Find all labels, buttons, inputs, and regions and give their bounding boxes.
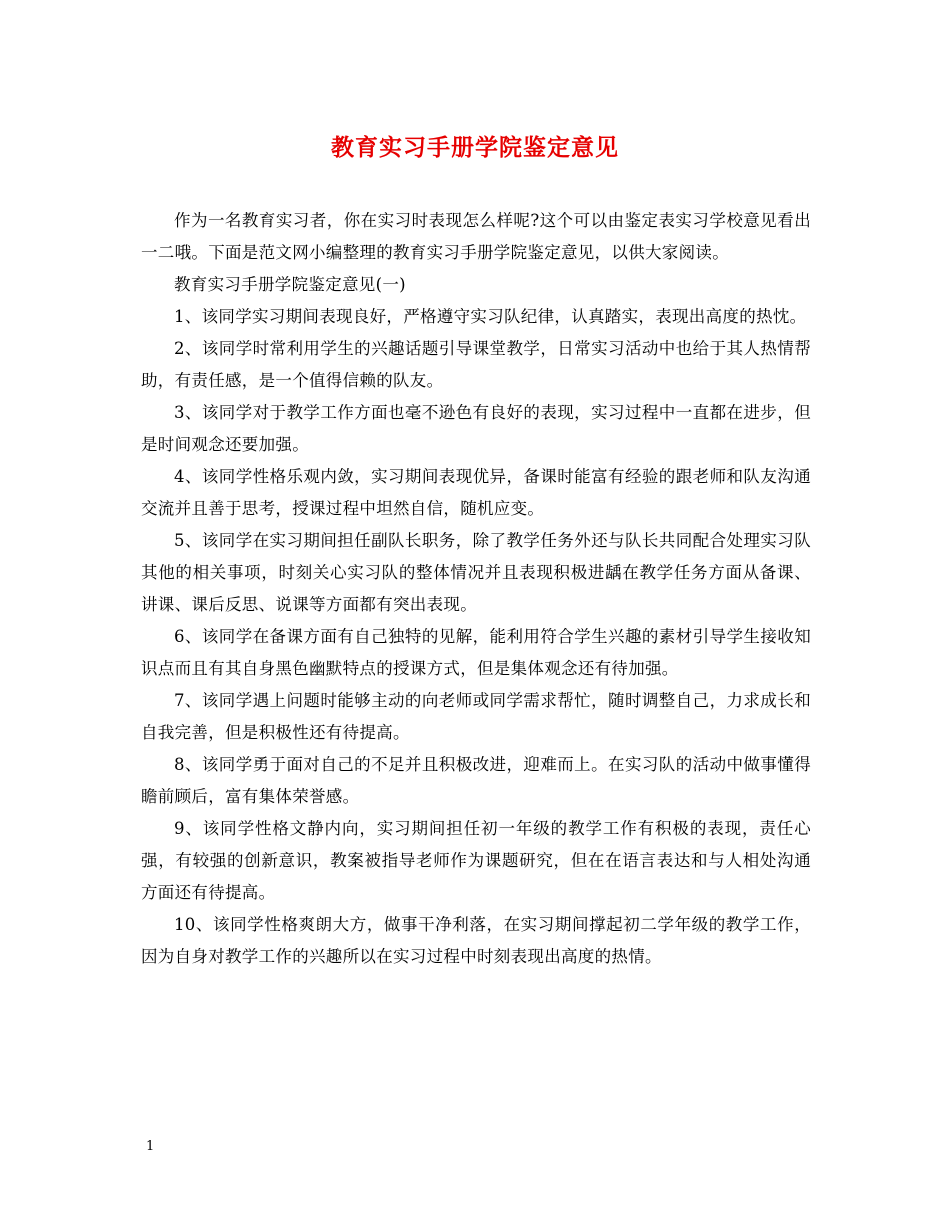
list-item-4: 4、该同学性格乐观内敛，实习期间表现优异，备课时能富有经验的跟老师和队友沟通交流并且善于思考，授课过程中坦然自信，随机应变。 [141, 467, 811, 518]
list-item-2: 2、该同学时常利用学生的兴趣话题引导课堂教学，日常实习活动中也给于其人热情帮助，有责任感，是一个值得信赖的队友。 [141, 339, 811, 390]
section-heading: 教育实习手册学院鉴定意见(一) [174, 275, 406, 294]
document-body [141, 205, 811, 973]
list-item-10: 10、该同学性格爽朗大方，做事干净利落，在实习期间撑起初二学年级的教学工作，因为自身对教学工作的兴趣所以在实习过程中时刻表现出高度的热情。 [141, 915, 811, 966]
list-item-7: 7、该同学遇上问题时能够主动的向老师或同学需求帮忙，随时调整自己，力求成长和自我完善，但是积极性还有待提高。 [141, 691, 811, 742]
list-item-8: 8、该同学勇于面对自己的不足并且积极改进，迎难而上。在实习队的活动中做事懂得瞻前顾后，富有集体荣誉感。 [141, 755, 811, 806]
intro-paragraph: 作为一名教育实习者，你在实习时表现怎么样呢?这个可以由鉴定表实习学校意见看出一二哦。下面是范文网小编整理的教育实习手册学院鉴定意见，以供大家阅读。 [141, 211, 811, 262]
page-number: 1 [146, 1139, 155, 1154]
page-title: 教育实习手册学院鉴定意见 [331, 134, 619, 161]
list-item-1: 1、该同学实习期间表现良好，严格遵守实习队纪律，认真踏实，表现出高度的热忱。 [174, 307, 807, 326]
list-item-6: 6、该同学在备课方面有自己独特的见解，能利用符合学生兴趣的素材引导学生接收知识点而且有其自身黑色幽默特点的授课方式，但是集体观念还有待加强。 [141, 627, 811, 678]
list-item-5: 5、该同学在实习期间担任副队长职务，除了教学任务外还与队长共同配合处理实习队其他的相关事项，时刻关心实习队的整体情况并且表现积极进龋在教学任务方面从备课、讲课、课后反思、说课等方面都有突出表现。 [141, 531, 811, 614]
list-item-9: 9、该同学性格文静内向，实习期间担任初一年级的教学工作有积极的表现，责任心强，有较强的创新意识，教案被指导老师作为课题研究，但在在语言表达和与人相处沟通方面还有待提高。 [141, 819, 811, 902]
list-item-3: 3、该同学对于教学工作方面也毫不逊色有良好的表现，实习过程中一直都在进步，但是时间观念还要加强。 [141, 403, 811, 454]
